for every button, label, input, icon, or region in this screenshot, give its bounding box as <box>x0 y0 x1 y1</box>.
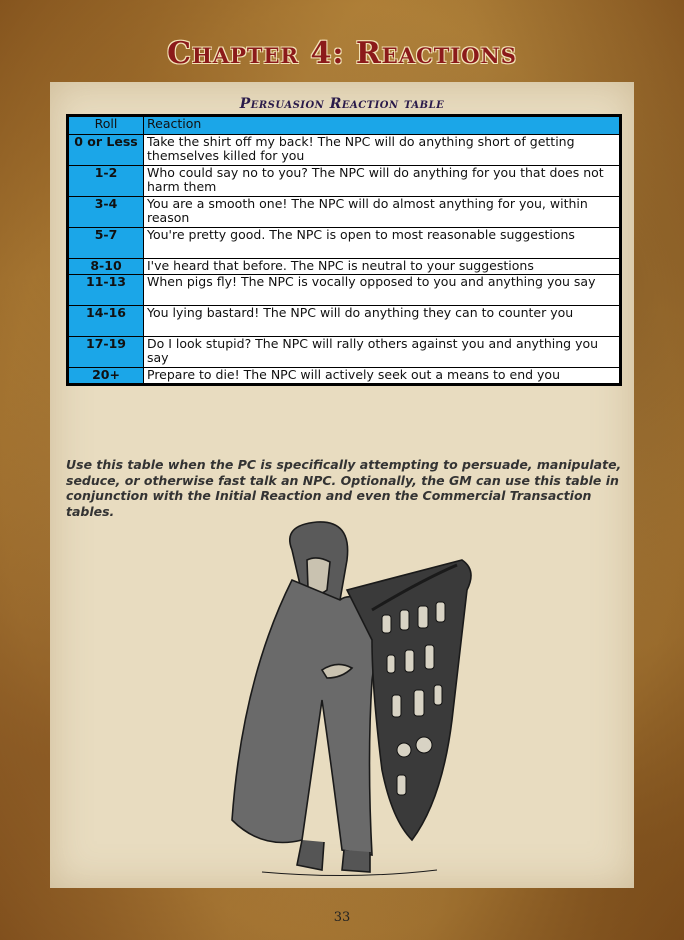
roll-cell: 14-16 <box>69 306 143 336</box>
reaction-cell: Who could say no to you? The NPC will do anything for you that does not harm them <box>144 166 619 196</box>
column-header-reaction: Reaction <box>144 117 619 134</box>
table-row <box>69 275 619 305</box>
table-row <box>69 197 619 227</box>
roll-cell: 17-19 <box>69 337 143 367</box>
chapter-title: Chapter 4: Reactions <box>167 36 517 71</box>
table-row <box>69 166 619 196</box>
reaction-cell: You are a smooth one! The NPC will do almost anything for you, within reason <box>144 197 619 227</box>
reaction-cell: Prepare to die! The NPC will actively seek out a means to end you <box>144 368 619 383</box>
table-row <box>69 228 619 258</box>
reaction-cell: When pigs fly! The NPC is vocally opposed to you and anything you say <box>144 275 619 305</box>
table-header-row <box>69 117 619 134</box>
table-title: Persuasion Reaction table <box>239 96 445 112</box>
roll-cell: 8-10 <box>69 259 143 274</box>
usage-note: Use this table when the PC is specifically attempting to persuade, manipulate, seduce, or otherwise fast talk an NPC. Optionally, the GM can use this table in conjunction with the Initial Reaction and even the Commercial Transaction tables. <box>66 457 622 519</box>
page-number: 33 <box>333 910 351 925</box>
roll-cell: 0 or Less <box>69 135 143 165</box>
hooded-merchant-illustration <box>222 520 482 880</box>
reaction-cell: You lying bastard! The NPC will do anything they can to counter you <box>144 306 619 336</box>
reaction-table <box>66 114 622 386</box>
reaction-cell: You're pretty good. The NPC is open to most reasonable suggestions <box>144 228 619 258</box>
table-row <box>69 306 619 336</box>
roll-cell: 20+ <box>69 368 143 383</box>
roll-cell: 5-7 <box>69 228 143 258</box>
roll-cell: 11-13 <box>69 275 143 305</box>
table-row <box>69 135 619 165</box>
reaction-cell: Take the shirt off my back! The NPC will do anything short of getting themselves killed for you <box>144 135 619 165</box>
table-row <box>69 337 619 367</box>
table-row <box>69 259 619 274</box>
roll-cell: 1-2 <box>69 166 143 196</box>
column-header-roll: Roll <box>69 117 143 134</box>
table-row <box>69 368 619 383</box>
reaction-cell: I've heard that before. The NPC is neutral to your suggestions <box>144 259 619 274</box>
roll-cell: 3-4 <box>69 197 143 227</box>
reaction-cell: Do I look stupid? The NPC will rally others against you and anything you say <box>144 337 619 367</box>
